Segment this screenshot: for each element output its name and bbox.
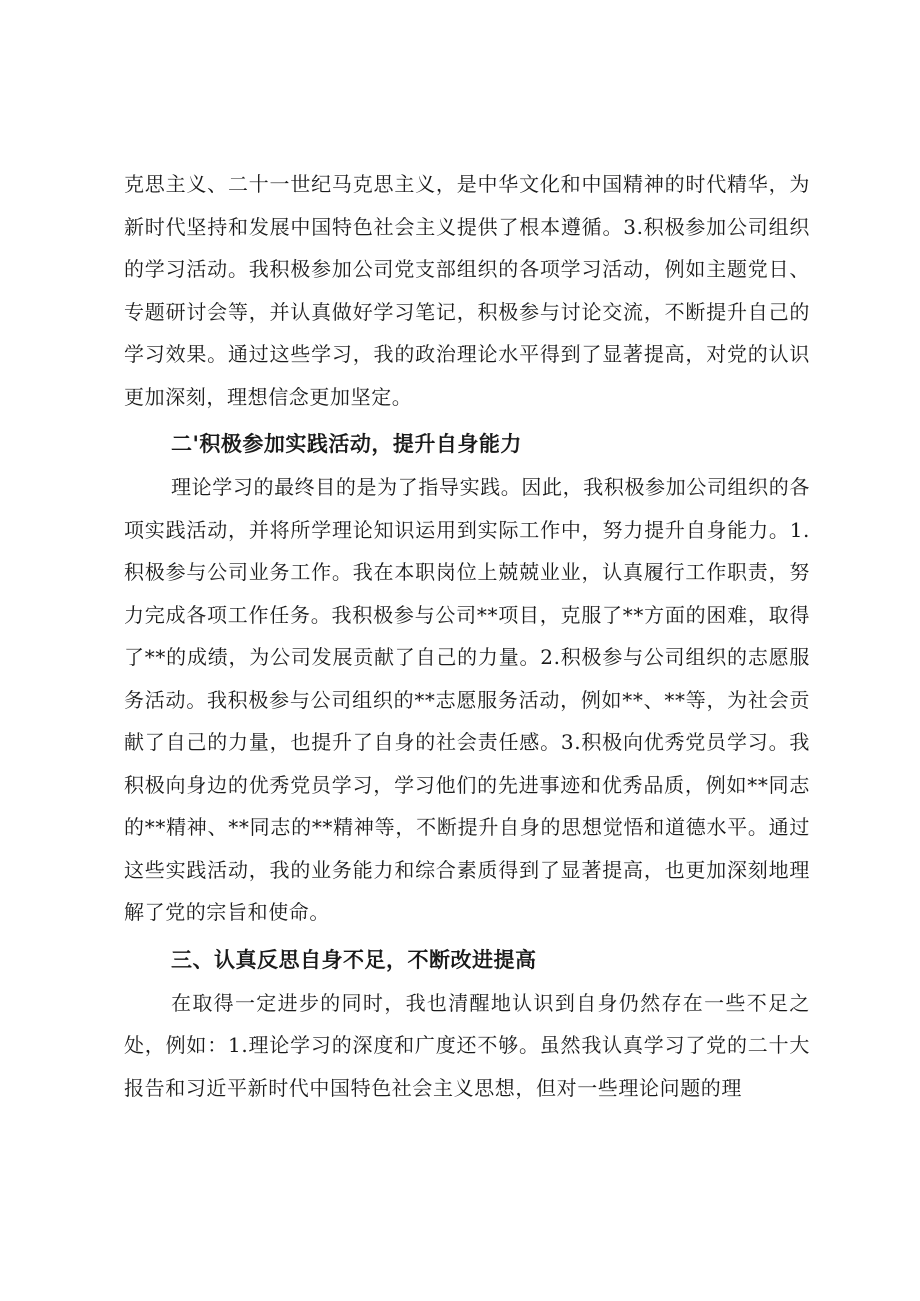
document-body [124, 163, 810, 1109]
section-heading-3: 三、认真反思自身不足，不断改进提高 [171, 947, 537, 972]
section-heading-2: 二'积极参加实践活动，提升自身能力 [171, 432, 522, 456]
body-paragraph-1: 克思主义、二十一世纪马克思主义，是中华文化和中国精神的时代精华，为新时代坚持和发展中国特色社会主义提供了根本遵循。3.积极参加公司组织的学习活动。我积极参加公司党支部组织的各项学习活动，例如主题党日、专题研讨会等，并认真做好学习笔记，积极参与讨论交流，不断提升自己的学习效果。通过这些学习，我的政治理论水平得到了显著提高，对党的认识更加深刻，理想信念更加坚定。 [124, 172, 810, 409]
body-paragraph-3: 在取得一定进步的同时，我也清醒地认识到自身仍然存在一些不足之处，例如：1.理论学习的深度和广度还不够。虽然我认真学习了党的二十大报告和习近平新时代中国特色社会主义思想，但对一些理论问题的理 [124, 990, 810, 1100]
body-paragraph-2: 理论学习的最终目的是为了指导实践。因此，我积极参加公司组织的各项实践活动，并将所学理论知识运用到实际工作中，努力提升自身能力。1.积极参与公司业务工作。我在本职岗位上兢兢业业，认真履行工作职责，努力完成各项工作任务。我积极参与公司**项目，克服了**方面的困难，取得了**的成绩，为公司发展贡献了自己的力量。2.积极参与公司组织的志愿服务活动。我积极参与公司组织的**志愿服务活动，例如**、**等，为社会贡献了自己的力量，也提升了自身的社会责任感。3.积极向优秀党员学习。我积极向身边的优秀党员学习，学习他们的先进事迹和优秀品质，例如**同志的**精神、**同志的**精神等，不断提升自身的思想觉悟和道德水平。通过这些实践活动，我的业务能力和综合素质得到了显著提高，也更加深刻地理解了党的宗旨和使命。 [124, 475, 810, 924]
